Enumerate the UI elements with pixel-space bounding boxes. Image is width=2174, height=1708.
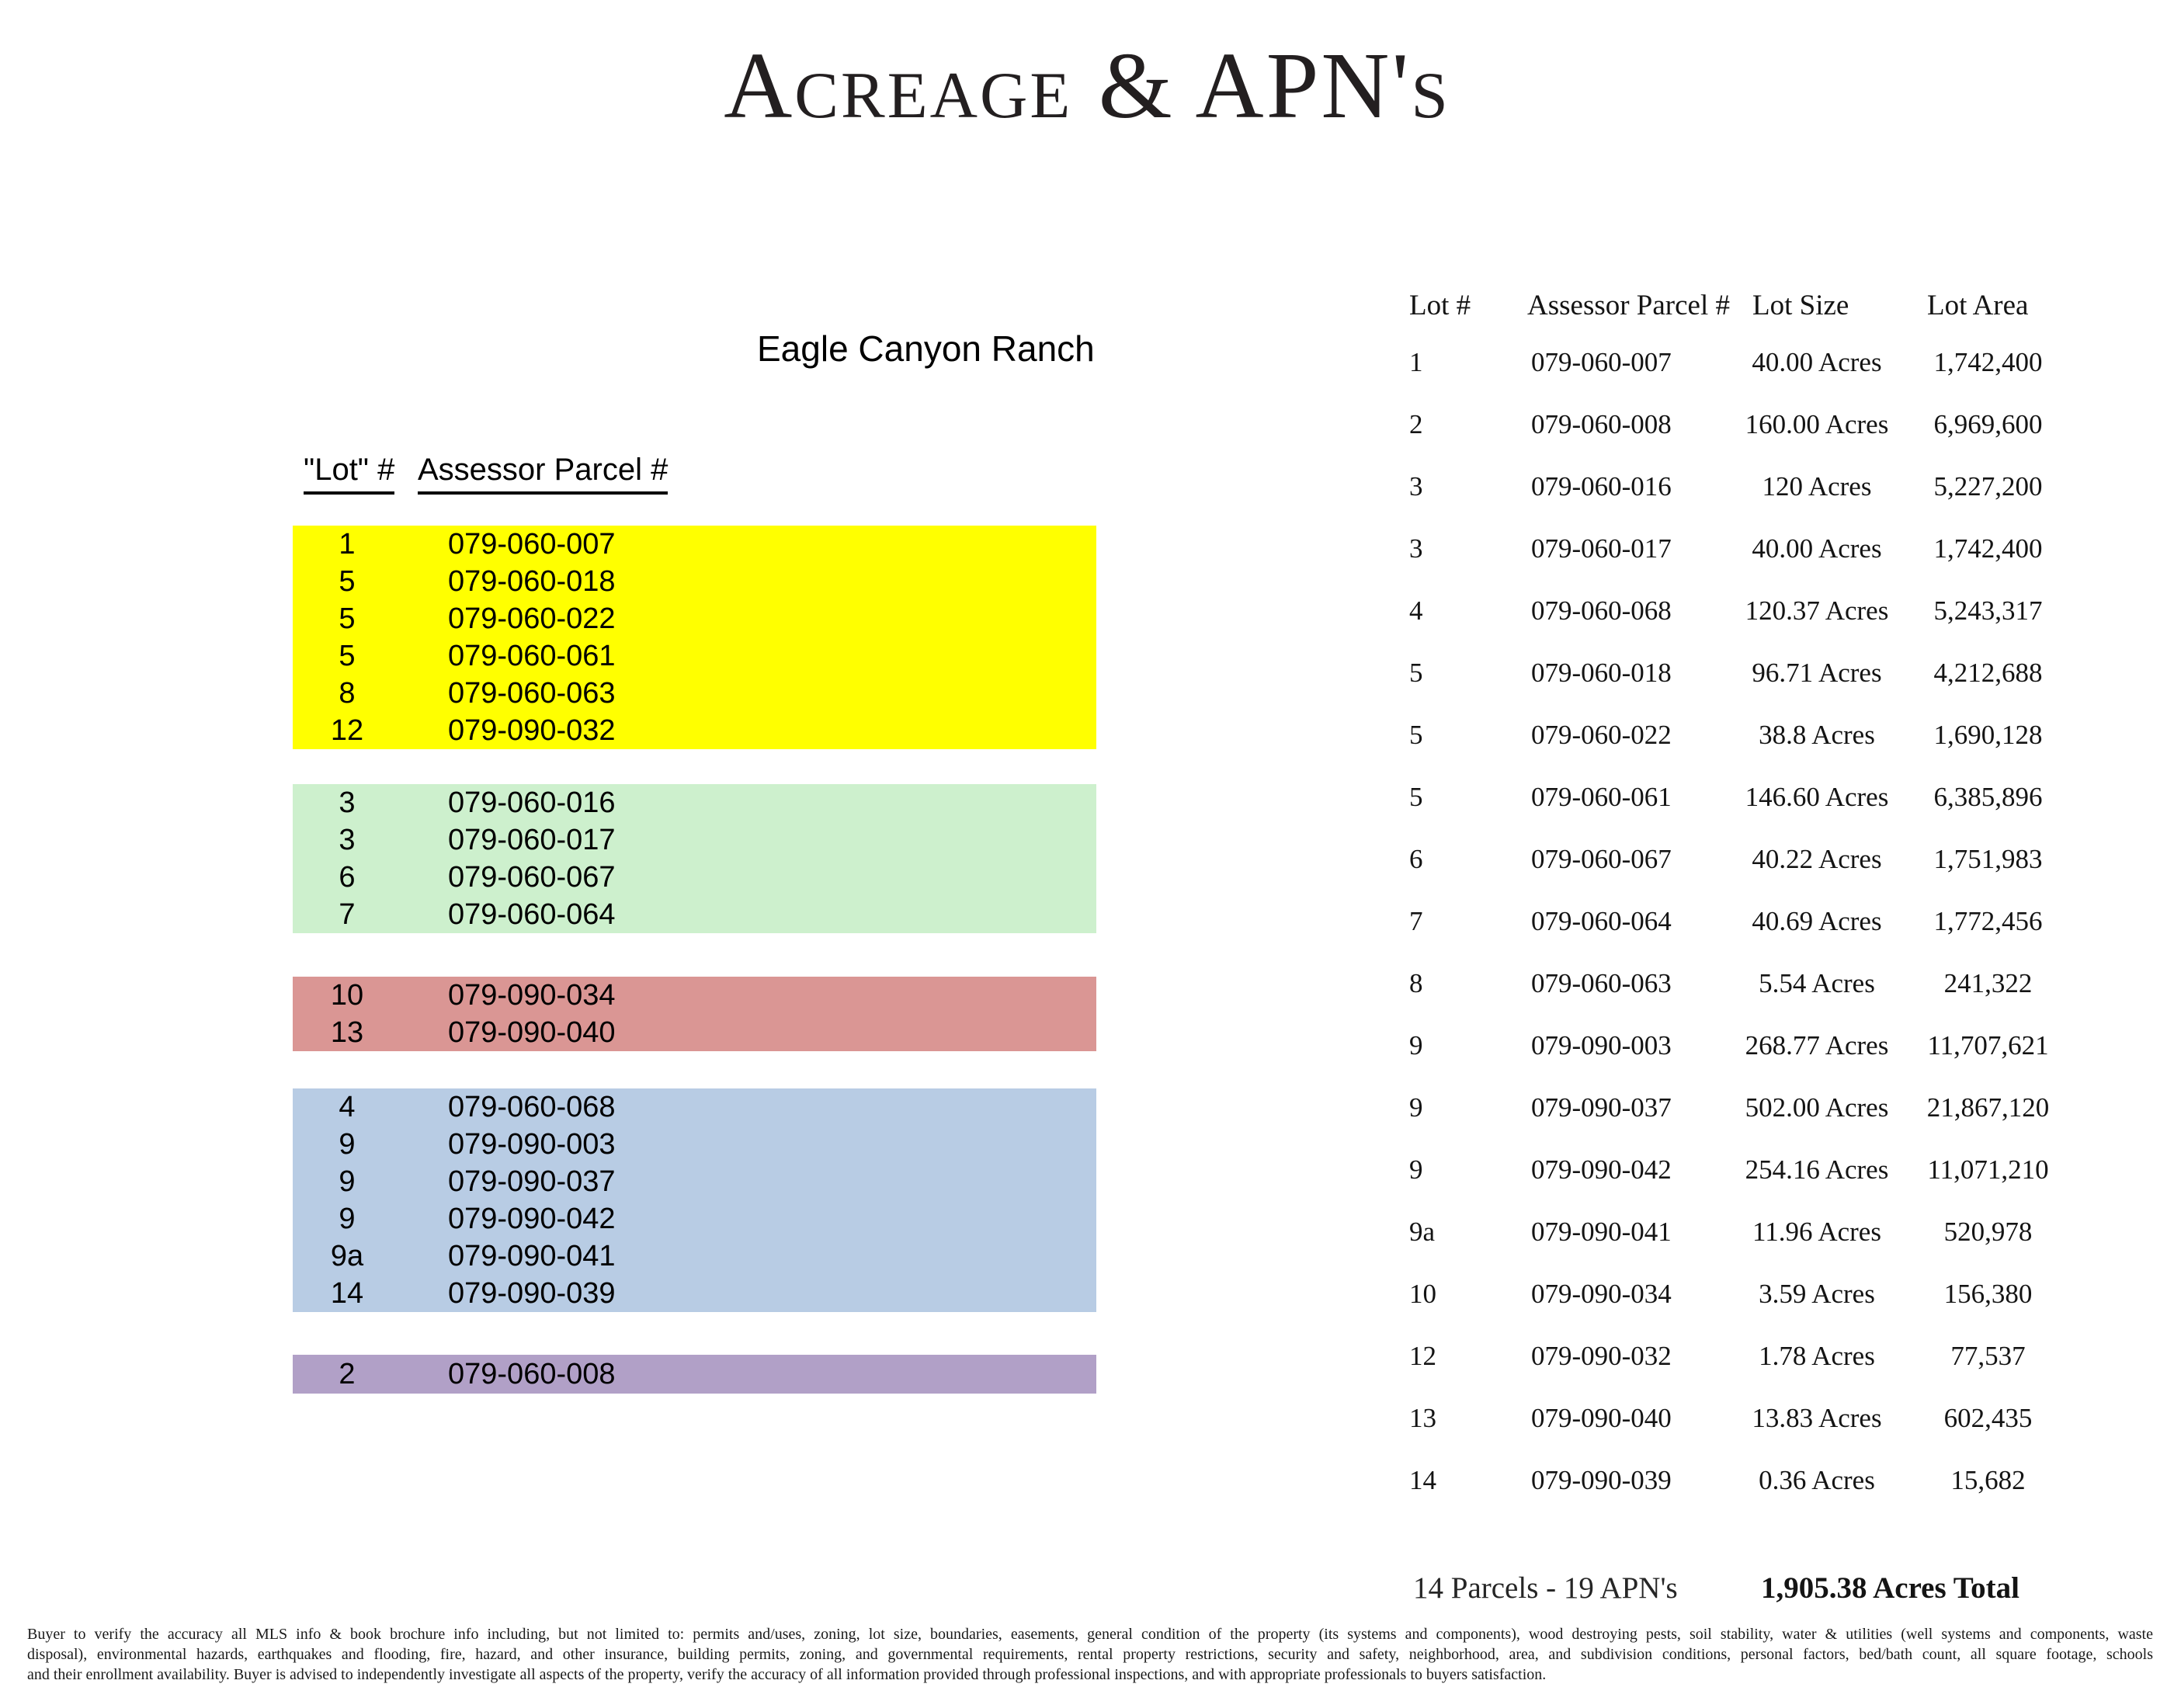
apn-value: 079-060-064 bbox=[448, 898, 616, 931]
lot-number: 2 bbox=[339, 1358, 356, 1390]
apn-cell: 079-090-037 bbox=[1531, 1092, 1672, 1123]
size-cell: 40.22 Acres bbox=[1752, 844, 1882, 874]
lot-number: 10 bbox=[330, 979, 364, 1012]
lot-cell: 3 bbox=[1409, 533, 1423, 564]
lot-number: 8 bbox=[339, 677, 356, 710]
apn-value: 079-060-068 bbox=[448, 1091, 616, 1123]
apn-value: 079-090-041 bbox=[448, 1240, 616, 1272]
lot-number: 14 bbox=[330, 1277, 364, 1310]
lot-cell: 9 bbox=[1409, 1092, 1423, 1123]
right-header-lot: Lot # bbox=[1409, 290, 1471, 321]
area-cell: 11,071,210 bbox=[1927, 1154, 2049, 1185]
lot-number: 9 bbox=[339, 1165, 356, 1198]
apn-cell: 079-090-042 bbox=[1531, 1154, 1672, 1185]
apn-cell: 079-060-063 bbox=[1531, 968, 1672, 998]
lot-number: 5 bbox=[339, 565, 356, 598]
area-cell: 1,751,983 bbox=[1933, 844, 2043, 874]
area-cell: 1,742,400 bbox=[1933, 533, 2043, 564]
area-cell: 6,969,600 bbox=[1933, 409, 2043, 439]
apn-cell: 079-090-034 bbox=[1531, 1279, 1672, 1309]
table-row bbox=[0, 1015, 2174, 1077]
size-cell: 40.00 Acres bbox=[1752, 533, 1882, 564]
size-cell: 3.59 Acres bbox=[1759, 1279, 1875, 1309]
lot-number: 9a bbox=[330, 1240, 364, 1272]
apn-cell: 079-060-061 bbox=[1531, 782, 1672, 812]
size-cell: 11.96 Acres bbox=[1752, 1217, 1881, 1247]
lot-number: 1 bbox=[339, 528, 356, 561]
lot-cell: 4 bbox=[1409, 595, 1423, 626]
area-cell: 77,537 bbox=[1950, 1341, 2026, 1371]
left-header-apn: Assessor Parcel # bbox=[418, 453, 668, 495]
apn-cell: 079-090-040 bbox=[1531, 1403, 1672, 1433]
apn-cell: 079-060-017 bbox=[1531, 533, 1672, 564]
size-cell: 40.00 Acres bbox=[1752, 347, 1882, 377]
lot-number: 13 bbox=[330, 1016, 364, 1049]
table-row bbox=[0, 890, 2174, 953]
summary-parcel-count: 14 Parcels - 19 APN's bbox=[1413, 1571, 1678, 1605]
table-row bbox=[0, 1263, 2174, 1325]
size-cell: 268.77 Acres bbox=[1745, 1030, 1889, 1061]
area-cell: 1,772,456 bbox=[1933, 906, 2043, 936]
table-row bbox=[0, 953, 2174, 1015]
apn-value: 079-060-007 bbox=[448, 528, 616, 561]
lot-cell: 3 bbox=[1409, 471, 1423, 502]
right-header-area: Lot Area bbox=[1927, 290, 2029, 321]
table-row bbox=[0, 332, 2174, 394]
apn-value: 079-090-034 bbox=[448, 979, 616, 1012]
table-row bbox=[0, 642, 2174, 704]
table-row bbox=[0, 1325, 2174, 1387]
area-cell: 6,385,896 bbox=[1933, 782, 2043, 812]
table-row bbox=[0, 1077, 2174, 1139]
table-row bbox=[0, 1449, 2174, 1512]
apn-cell: 079-060-068 bbox=[1531, 595, 1672, 626]
table-row bbox=[0, 394, 2174, 456]
lot-number: 3 bbox=[339, 824, 356, 856]
lot-cell: 5 bbox=[1409, 782, 1423, 812]
lot-cell: 8 bbox=[1409, 968, 1423, 998]
area-cell: 1,690,128 bbox=[1933, 720, 2043, 750]
size-cell: 13.83 Acres bbox=[1752, 1403, 1882, 1433]
apn-cell: 079-090-041 bbox=[1531, 1217, 1672, 1247]
page-title: Acreage & APN's bbox=[724, 33, 1450, 138]
apn-value: 079-060-008 bbox=[448, 1358, 616, 1390]
table-row bbox=[0, 1201, 2174, 1263]
size-cell: 146.60 Acres bbox=[1745, 782, 1889, 812]
lot-number: 5 bbox=[339, 602, 356, 635]
apn-cell: 079-060-007 bbox=[1531, 347, 1672, 377]
lot-cell: 9 bbox=[1409, 1154, 1423, 1185]
apn-cell: 079-090-032 bbox=[1531, 1341, 1672, 1371]
table-row bbox=[0, 828, 2174, 890]
area-cell: 241,322 bbox=[1943, 968, 2033, 998]
lot-cell: 5 bbox=[1409, 658, 1423, 688]
area-cell: 156,380 bbox=[1943, 1279, 2033, 1309]
summary-acres-total: 1,905.38 Acres Total bbox=[1761, 1571, 2019, 1605]
table-row bbox=[0, 766, 2174, 828]
size-cell: 5.54 Acres bbox=[1759, 968, 1875, 998]
apn-value: 079-060-022 bbox=[448, 602, 616, 635]
apn-cell: 079-090-039 bbox=[1531, 1465, 1672, 1495]
apn-value: 079-090-003 bbox=[448, 1128, 616, 1161]
lot-cell: 5 bbox=[1409, 720, 1423, 750]
lot-number: 7 bbox=[339, 898, 356, 931]
area-cell: 11,707,621 bbox=[1927, 1030, 2049, 1061]
size-cell: 254.16 Acres bbox=[1745, 1154, 1889, 1185]
disclaimer-line: disposal), environmental hazards, earthquakes and flooding, fire, hazard, and other insurance, building permits, zoning, and governmental requirements, rental property restrictions, security and safety, neighborhood, area, and subdivision conditions, personal factors, bed/bath count, all square footage, schools bbox=[27, 1646, 2153, 1663]
lot-number: 6 bbox=[339, 861, 356, 894]
lot-cell: 13 bbox=[1409, 1403, 1436, 1433]
apn-value: 079-090-042 bbox=[448, 1203, 616, 1235]
disclaimer-line: Buyer to verify the accuracy all MLS info & book brochure info including, but not limited to: permits and/uses, zoning, lot size, boundaries, easements, general condition of the property (its systems and components), wood destroying pests, soil stability, water & utilities (well systems and components, waste bbox=[27, 1626, 2153, 1643]
area-cell: 4,212,688 bbox=[1933, 658, 2043, 688]
apn-value: 079-060-067 bbox=[448, 861, 616, 894]
disclaimer-line: and their enrollment availability. Buyer is advised to independently investigate all aspects of the property, verify the accuracy of all information provided through professional inspections, and with appropriate professionals to buyers satisfaction. bbox=[27, 1666, 1547, 1683]
area-cell: 21,867,120 bbox=[1926, 1092, 2050, 1123]
lot-number: 5 bbox=[339, 640, 356, 672]
lot-cell: 1 bbox=[1409, 347, 1423, 377]
apn-value: 079-090-037 bbox=[448, 1165, 616, 1198]
lot-number: 9 bbox=[339, 1128, 356, 1161]
disclaimer bbox=[27, 1624, 2153, 1685]
apn-value: 079-090-039 bbox=[448, 1277, 616, 1310]
table-row bbox=[0, 1387, 2174, 1449]
size-cell: 120 Acres bbox=[1762, 471, 1872, 502]
lot-number: 9 bbox=[339, 1203, 356, 1235]
apn-value: 079-090-032 bbox=[448, 714, 616, 747]
lot-cell: 12 bbox=[1409, 1341, 1436, 1371]
lot-cell: 14 bbox=[1409, 1465, 1436, 1495]
apn-value: 079-060-016 bbox=[448, 786, 616, 819]
table-row bbox=[0, 456, 2174, 518]
size-cell: 160.00 Acres bbox=[1745, 409, 1889, 439]
size-cell: 1.78 Acres bbox=[1759, 1341, 1875, 1371]
apn-value: 079-060-017 bbox=[448, 824, 616, 856]
right-header-apn: Assessor Parcel # bbox=[1527, 290, 1731, 321]
lot-cell: 10 bbox=[1409, 1279, 1436, 1309]
left-header-lot: "Lot" # bbox=[304, 453, 394, 495]
table-row bbox=[0, 704, 2174, 766]
apn-value: 079-060-018 bbox=[448, 565, 616, 598]
table-row bbox=[0, 1139, 2174, 1201]
apn-value: 079-090-040 bbox=[448, 1016, 616, 1049]
lot-cell: 9a bbox=[1409, 1217, 1436, 1247]
lot-cell: 2 bbox=[1409, 409, 1423, 439]
apn-cell: 079-060-016 bbox=[1531, 471, 1672, 502]
ranch-subtitle: Eagle Canyon Ranch bbox=[757, 328, 1095, 369]
apn-cell: 079-090-003 bbox=[1531, 1030, 1672, 1061]
lot-number: 12 bbox=[330, 714, 364, 747]
area-cell: 15,682 bbox=[1950, 1465, 2026, 1495]
right-header-size: Lot Size bbox=[1752, 290, 1849, 321]
size-cell: 96.71 Acres bbox=[1752, 658, 1882, 688]
apn-cell: 079-060-064 bbox=[1531, 906, 1672, 936]
area-cell: 5,243,317 bbox=[1933, 595, 2043, 626]
lot-number: 4 bbox=[339, 1091, 356, 1123]
table-row bbox=[0, 580, 2174, 642]
size-cell: 502.00 Acres bbox=[1745, 1092, 1889, 1123]
apn-cell: 079-060-008 bbox=[1531, 409, 1672, 439]
lot-cell: 7 bbox=[1409, 906, 1423, 936]
lot-cell: 9 bbox=[1409, 1030, 1423, 1061]
right-table bbox=[0, 332, 2174, 1512]
apn-cell: 079-060-067 bbox=[1531, 844, 1672, 874]
size-cell: 120.37 Acres bbox=[1745, 595, 1889, 626]
size-cell: 38.8 Acres bbox=[1759, 720, 1875, 750]
table-row bbox=[0, 518, 2174, 580]
apn-cell: 079-060-022 bbox=[1531, 720, 1672, 750]
area-cell: 520,978 bbox=[1943, 1217, 2033, 1247]
area-cell: 602,435 bbox=[1943, 1403, 2033, 1433]
size-cell: 0.36 Acres bbox=[1759, 1465, 1875, 1495]
apn-value: 079-060-063 bbox=[448, 677, 616, 710]
lot-cell: 6 bbox=[1409, 844, 1423, 874]
area-cell: 1,742,400 bbox=[1933, 347, 2043, 377]
size-cell: 40.69 Acres bbox=[1752, 906, 1882, 936]
area-cell: 5,227,200 bbox=[1933, 471, 2043, 502]
apn-cell: 079-060-018 bbox=[1531, 658, 1672, 688]
lot-number: 3 bbox=[339, 786, 356, 819]
apn-value: 079-060-061 bbox=[448, 640, 616, 672]
